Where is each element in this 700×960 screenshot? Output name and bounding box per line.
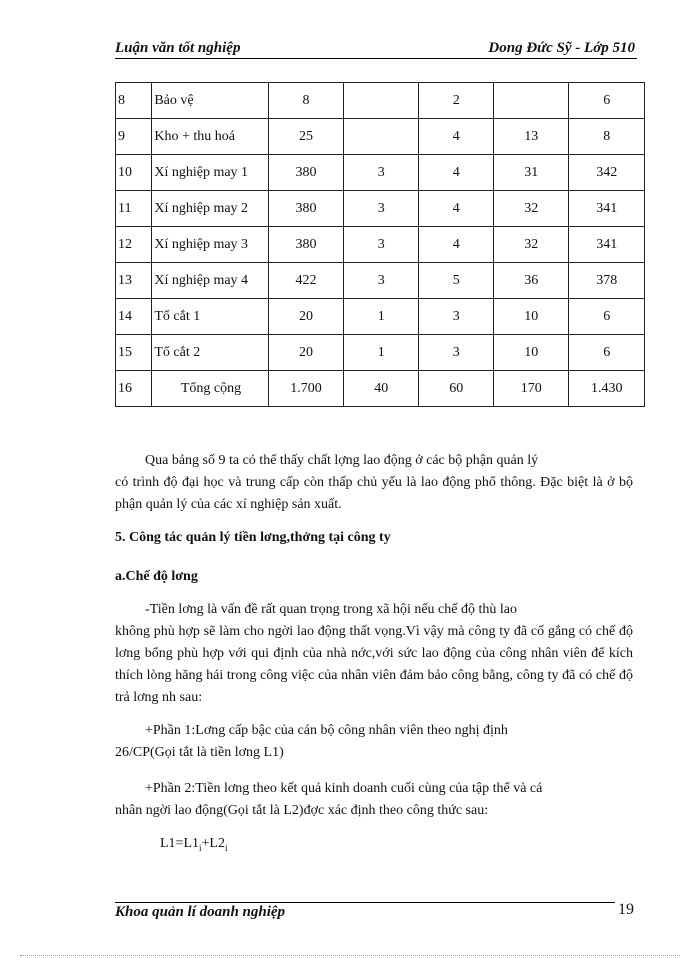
total-label-cell: Tổng cộng <box>152 371 268 407</box>
college-cell: 4 <box>419 119 494 155</box>
university-cell: 1 <box>344 335 419 371</box>
paragraph-line: có trình độ đại học và trung cấp còn thấp chủ yếu là lao động phổ thông. Đặc biệt là ở bộ phận quản lý của các xí nghiệp sản xuất. <box>115 475 633 512</box>
paragraph-line: +Phần 1:Lơng cấp bậc của cán bộ công nhân viên theo nghị định <box>145 723 508 738</box>
college-cell: 3 <box>419 335 494 371</box>
college-cell: 4 <box>419 191 494 227</box>
general-labor-cell: 341 <box>569 227 645 263</box>
header-author: Dong Đức Sỹ - Lớp 510 <box>488 40 635 56</box>
table-row <box>116 227 645 263</box>
university-cell: 40 <box>344 371 419 407</box>
row-number-cell: 13 <box>116 263 152 299</box>
department-cell: Bảo vệ <box>152 83 268 119</box>
row-number-cell: 8 <box>116 83 152 119</box>
total-staff-cell: 380 <box>268 191 344 227</box>
department-cell: Tổ cắt 1 <box>152 299 268 335</box>
intermediate-cell: 36 <box>494 263 569 299</box>
intermediate-cell: 32 <box>494 227 569 263</box>
general-labor-cell: 6 <box>569 299 645 335</box>
table-row <box>116 155 645 191</box>
intermediate-cell: 32 <box>494 191 569 227</box>
department-cell: Kho + thu hoá <box>152 119 268 155</box>
page-number: 19 <box>618 901 634 918</box>
college-cell: 2 <box>419 83 494 119</box>
header-thesis-title: Luận văn tốt nghiệp <box>115 40 241 56</box>
staff-table <box>115 82 645 407</box>
table-row <box>116 119 645 155</box>
college-cell: 60 <box>419 371 494 407</box>
formula-lhs: L1=L1 <box>160 836 199 851</box>
department-cell: Xí nghiệp may 3 <box>152 227 268 263</box>
row-number-cell: 14 <box>116 299 152 335</box>
intermediate-cell: 13 <box>494 119 569 155</box>
row-number-cell: 9 <box>116 119 152 155</box>
table-row <box>116 371 645 407</box>
department-cell: Tổ cắt 2 <box>152 335 268 371</box>
general-labor-cell: 6 <box>569 335 645 371</box>
table-row <box>116 299 645 335</box>
row-number-cell: 12 <box>116 227 152 263</box>
general-labor-cell: 6 <box>569 83 645 119</box>
department-cell: Xí nghiệp may 4 <box>152 263 268 299</box>
paragraph-line: không phù hợp sẽ làm cho ngời lao động thất vọng.Vì vậy mà công ty đã cố gắng có chế độ lơng bổng phù hợp với qui định của nhà nớc,với sức lao động của công nhân viên để kích thích lòng hăng hái trong công việc của nhân viên đảm bảo công bằng, công ty đã có chế độ trả lơng nh sau: <box>115 624 633 705</box>
college-cell: 3 <box>419 299 494 335</box>
university-cell: 3 <box>344 263 419 299</box>
paragraph-line: nhân ngời lao động(Gọi tắt là L2)đợc xác định theo công thức sau: <box>115 803 489 818</box>
paragraph-table-summary <box>115 450 633 516</box>
footer-faculty: Khoa quản lí doanh nghiệp <box>115 904 286 920</box>
paragraph-line: Qua bảng số 9 ta có thể thấy chất lợng lao động ở các bộ phận quản lý <box>145 453 539 468</box>
general-labor-cell: 341 <box>569 191 645 227</box>
formula-subscript: i <box>199 842 202 853</box>
paragraph-line: -Tiền lơng là vấn đề rất quan trọng trong xã hội nếu chế độ thù lao <box>145 602 517 617</box>
intermediate-cell: 10 <box>494 335 569 371</box>
paragraph-line: +Phần 2:Tiền lơng theo kết quả kinh doanh cuối cùng của tập thể và cá <box>145 781 543 796</box>
general-labor-cell: 342 <box>569 155 645 191</box>
formula-term: +L2 <box>201 836 225 851</box>
total-staff-cell: 20 <box>268 299 344 335</box>
total-staff-cell: 25 <box>268 119 344 155</box>
university-cell: 3 <box>344 155 419 191</box>
department-cell: Xí nghiệp may 1 <box>152 155 268 191</box>
table-row <box>116 83 645 119</box>
university-cell <box>344 119 419 155</box>
paragraph-line: 26/CP(Gọi tắt là tiền lơng L1) <box>115 745 284 760</box>
paragraph-part-1 <box>115 720 633 764</box>
total-staff-cell: 8 <box>268 83 344 119</box>
total-staff-cell: 422 <box>268 263 344 299</box>
intermediate-cell: 31 <box>494 155 569 191</box>
university-cell: 1 <box>344 299 419 335</box>
intermediate-cell: 170 <box>494 371 569 407</box>
total-staff-cell: 380 <box>268 155 344 191</box>
salary-formula <box>160 836 227 853</box>
table-row <box>116 335 645 371</box>
general-labor-cell: 8 <box>569 119 645 155</box>
row-number-cell: 10 <box>116 155 152 191</box>
college-cell: 4 <box>419 227 494 263</box>
intermediate-cell: 10 <box>494 299 569 335</box>
total-staff-cell: 20 <box>268 335 344 371</box>
page-header <box>115 40 635 60</box>
row-number-cell: 15 <box>116 335 152 371</box>
paragraph-salary-intro <box>115 599 633 709</box>
table-row <box>116 191 645 227</box>
section-5-heading: 5. Công tác quản lý tiền lơng,thởng tại công ty <box>115 530 391 545</box>
department-cell: Xí nghiệp may 2 <box>152 191 268 227</box>
page-edge-dotted-line <box>20 955 680 956</box>
college-cell: 4 <box>419 155 494 191</box>
row-number-cell: 11 <box>116 191 152 227</box>
college-cell: 5 <box>419 263 494 299</box>
table-row <box>116 263 645 299</box>
general-labor-cell: 1.430 <box>569 371 645 407</box>
footer-rule <box>115 902 615 903</box>
paragraph-part-2 <box>115 778 633 822</box>
subsection-a-heading: a.Chế độ lơng <box>115 569 198 584</box>
intermediate-cell <box>494 83 569 119</box>
formula-subscript: i <box>224 842 228 853</box>
total-staff-cell: 380 <box>268 227 344 263</box>
header-rule <box>115 58 637 59</box>
total-staff-cell: 1.700 <box>268 371 344 407</box>
university-cell: 3 <box>344 191 419 227</box>
university-cell <box>344 83 419 119</box>
row-number-cell: 16 <box>116 371 152 407</box>
general-labor-cell: 378 <box>569 263 645 299</box>
university-cell: 3 <box>344 227 419 263</box>
